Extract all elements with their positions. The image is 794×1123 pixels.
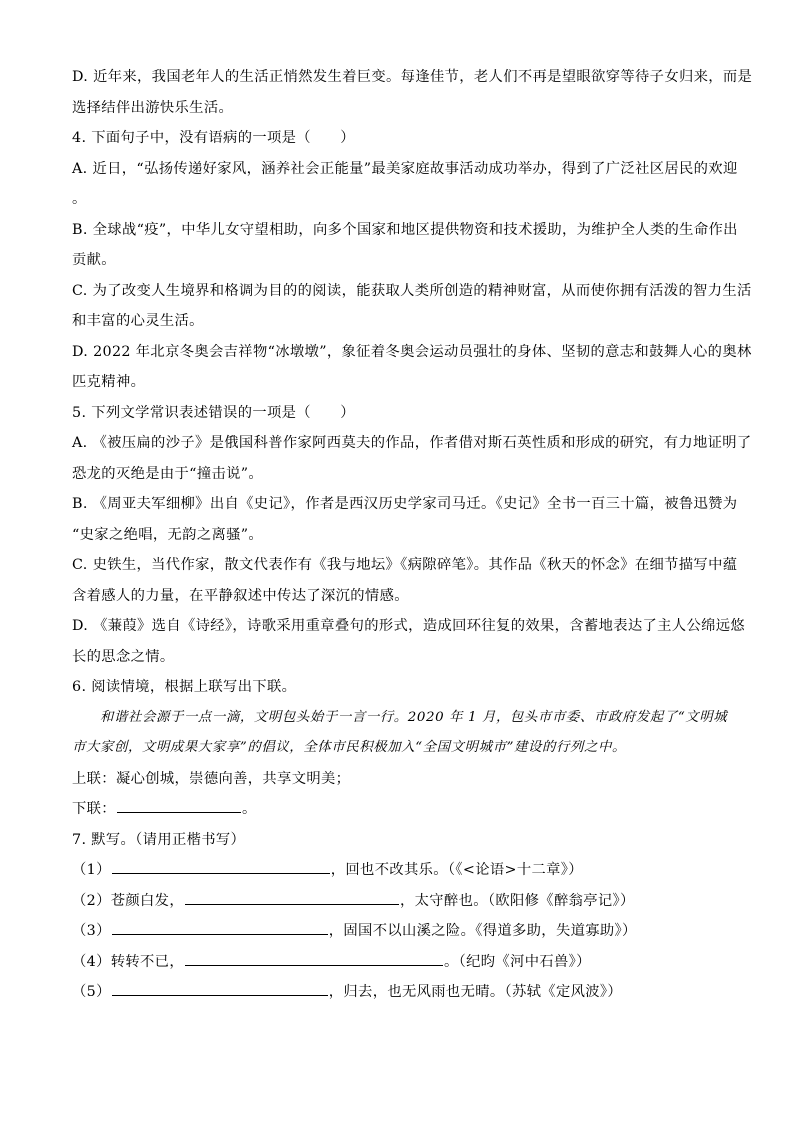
- q5-option-a-line1: A. 《被压扁的沙子》是俄国科普作家阿西莫夫的作品，作者借对斯石英性质和形成的研究，有力地证明了: [72, 435, 752, 451]
- q7-item-2-after: ，太守醉也。（欧阳修《醉翁亭记》）: [399, 892, 635, 909]
- q7-item-4-after: 。（纪昀《河中石兽》）: [443, 953, 591, 970]
- q7-item-4-prefix: （4）转转不已，: [72, 953, 184, 970]
- q7-item-5-blank[interactable]: [112, 977, 328, 996]
- q5-option-d-line1: D. 《蒹葭》选自《诗经》，诗歌采用重章叠句的形式，造成回环往复的效果，含蓄地表达了主人公绵远悠: [72, 618, 746, 634]
- q7-item-3-prefix: （3）: [72, 923, 111, 939]
- q4-option-b-line2: 贡献。: [72, 252, 116, 268]
- q5-stem: 5. 下列文学常识表述错误的一项是（ ）: [72, 404, 355, 421]
- q6-lower-end: 。: [241, 801, 257, 817]
- exam-page: [72, 62, 753, 1008]
- q6-answer-blank[interactable]: [117, 794, 241, 813]
- q5-option-c-line2: 含着感人的力量，在平静叙述中传达了深沉的情感。: [72, 587, 409, 604]
- q7-item-1-prefix: （1）: [72, 862, 111, 878]
- q4-option-c-line1: C. 为了改变人生境界和格调为目的的阅读，能获取人类所创造的精神财富，从而使你拥有活泼的智力生活: [72, 282, 752, 299]
- q7-item-2-blank[interactable]: [185, 886, 399, 905]
- q4-option-a-line2: 。: [72, 191, 87, 207]
- q7-item-1: [72, 855, 732, 886]
- q4-option-d-line2: 匹克精神。: [72, 374, 146, 390]
- q3-option-d-line2: 选择结伴出游快乐生活。: [72, 99, 234, 116]
- q7-item-4: [72, 947, 732, 978]
- q4-option-c-line2: 和丰富的心灵生活。: [72, 313, 204, 329]
- q7-item-3-blank[interactable]: [112, 916, 328, 935]
- q5-option-c-line1: C. 史铁生，当代作家，散文代表作有《我与地坛》《病隙碎笔》。其作品《秋天的怀念》在细节描写中蕴: [72, 557, 738, 573]
- q7-item-5: [72, 977, 732, 1008]
- q7-item-3-after: ，固国不以山溪之险。《得道多助，失道寡助》）: [328, 923, 637, 939]
- q6-upper-couplet: 上联：凝心创城，崇德向善，共享文明美；: [72, 770, 351, 787]
- q4-option-b-line1: B. 全球战“疫”，中华儿女守望相助，向多个国家和地区提供物资和技术援助，为维护全人类的生命作出: [72, 221, 738, 238]
- q7-item-1-after: ，回也不改其乐。（《<论语>十二章》）: [330, 862, 583, 878]
- q7-item-2: [72, 886, 732, 917]
- q4-stem: 4. 下面句子中，没有语病的一项是（ ）: [72, 130, 355, 146]
- q5-option-a-line2: 恐龙的灭绝是由于“撞击说”。: [72, 465, 264, 482]
- q3-option-d-line1: D. 近年来，我国老年人的生活正悄然发生着巨变。每逢佳节，老人们不再是望眼欲穿等待子女归来，而是: [72, 69, 753, 85]
- q7-item-5-after: ，归去，也无风雨也无晴。（苏轼《定风波》）: [328, 984, 623, 1000]
- q6-lower-couplet: [72, 794, 732, 825]
- q7-item-2-prefix: （2）苍颜白发，: [72, 892, 184, 909]
- q6-context-line1: 和谐社会源于一点一滴，文明包头始于一言一行。2020 年 1 月，包头市市委、市政府发起了“文明城: [100, 709, 728, 725]
- q4-option-a-line1: A. 近日，“弘扬传递好家风，涵养社会正能量”最美家庭故事活动成功举办，得到了广泛社区居民的欢迎: [72, 160, 738, 177]
- q7-stem: 7. 默写。（请用正楷书写）: [72, 831, 246, 848]
- q5-option-b-line1: B. 《周亚夫军细柳》出自《史记》，作者是西汉历史学家司马迁。《史记》全书一百三十篇，被鲁迅赞为: [72, 496, 738, 512]
- q7-item-1-blank[interactable]: [112, 855, 330, 874]
- q6-context-line2: 市大家创，文明成果大家享”的倡议，全体市民积极加入“全国文明城市”建设的行列之中。: [72, 740, 626, 755]
- q6-lower-label: 下联：: [72, 801, 116, 817]
- q7-item-5-prefix: （5）: [72, 984, 111, 1000]
- q7-item-4-blank[interactable]: [185, 947, 443, 966]
- q6-stem: 6. 阅读情境，根据上联写出下联。: [72, 679, 297, 695]
- q5-option-d-line2: 长的思念之情。: [72, 648, 175, 665]
- q4-option-d-line1: D. 2022 年北京冬奥会吉祥物“冰墩墩”，象征着冬奥会运动员强壮的身体、坚韧的意志和鼓舞人心的奥林: [72, 343, 752, 360]
- q7-item-3: [72, 916, 732, 947]
- q5-option-b-line2: “史家之绝唱，无韵之离骚”。: [72, 526, 264, 543]
